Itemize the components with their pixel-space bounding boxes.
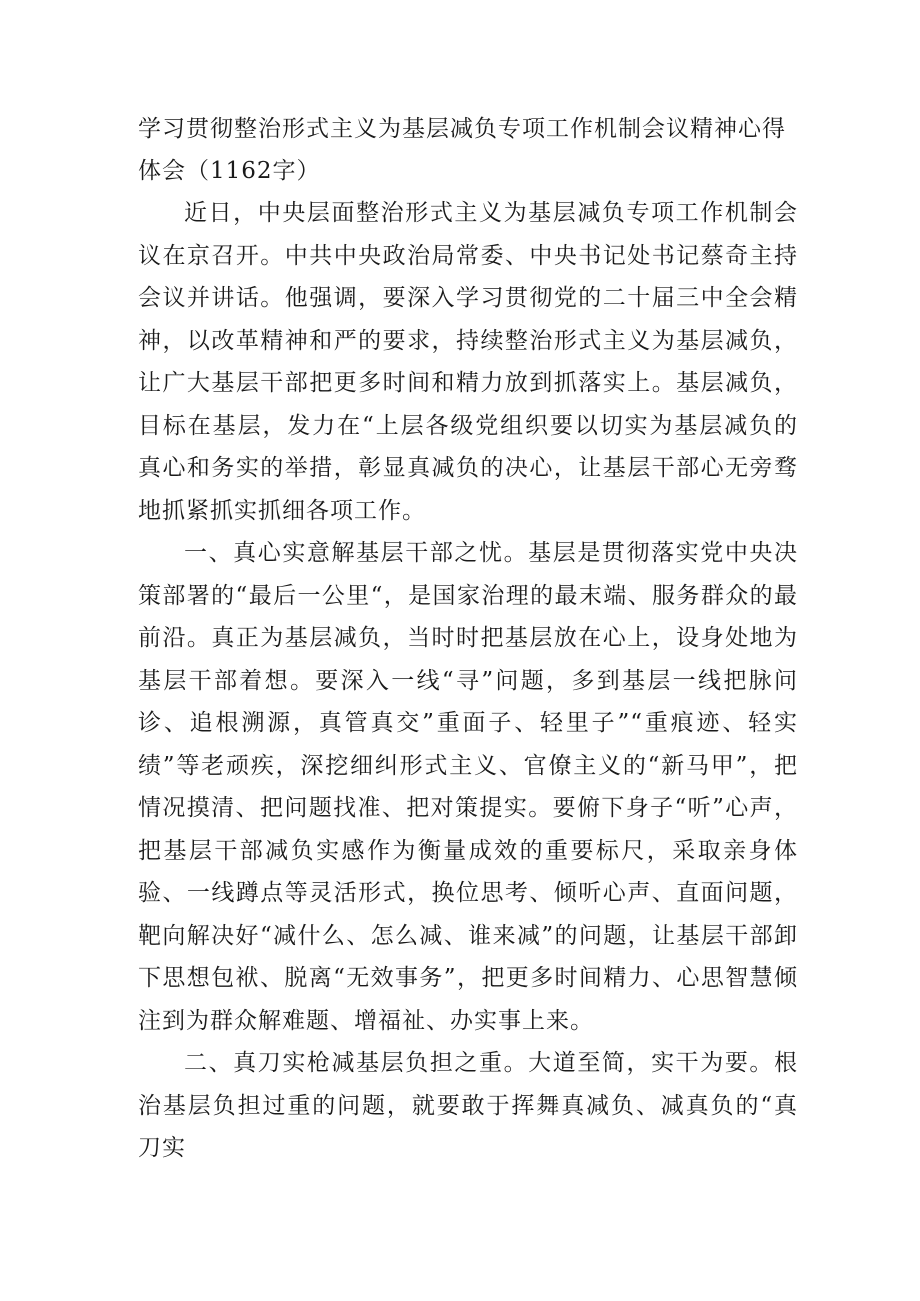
paragraph-section-2: 二、真刀实枪减基层负担之重。大道至简，实干为要。根治基层负担过重的问题，就要敢于挥舞真减负、减真负的“真刀实 xyxy=(138,1050,798,1161)
document-page xyxy=(138,108,798,1170)
paragraph-section-1: 一、真心实意解基层干部之忧。基层是贯彻落实党中央决策部署的“最后一公里“，是国家治理的最末端、服务群众的最前沿。真正为基层减负，当时时把基层放在心上，设身处地为基层干部着想。要深入一线“寻”问题，多到基层一线把脉问诊、追根溯源，真管真交”重面子、轻里子”“重痕迹、轻实绩”等老顽疾，深挖细纠形式主义、官僚主义的“新马甲”，把情况摸清、把问题找准、把对策提实。要俯下身子“听”心声，把基层干部减负实感作为衡量成效的重要标尺，采取亲身体验、一线蹲点等灵活形式，换位思考、倾听心声、直面问题，靶向解决好“减什么、怎么减、谁来减”的问题，让基层干部卸下思想包袱、脱离“无效事务”，把更多时间精力、心思智慧倾注到为群众解难题、增福祉、办实事上来。 xyxy=(138,540,798,1034)
paragraph-intro: 近日，中央层面整治形式主义为基层减负专项工作机制会议在京召开。中共中央政治局常委、中央书记处书记蔡奇主持会议并讲话。他强调，要深入学习贯彻党的二十届三中全会精神，以改革精神和严的要求，持续整治形式主义为基层减负，让广大基层干部把更多时间和精力放到抓落实上。基层减负，目标在基层，发力在“上层各级党组织要以切实为基层减负的真心和务实的举措，彰显真减负的决心，让基层干部心无旁骛地抓紧抓实抓细各项工作。 xyxy=(138,200,798,524)
document-title: 学习贯彻整治形式主义为基层减负专项工作机制会议精神心得体会（1162字） xyxy=(138,116,786,184)
